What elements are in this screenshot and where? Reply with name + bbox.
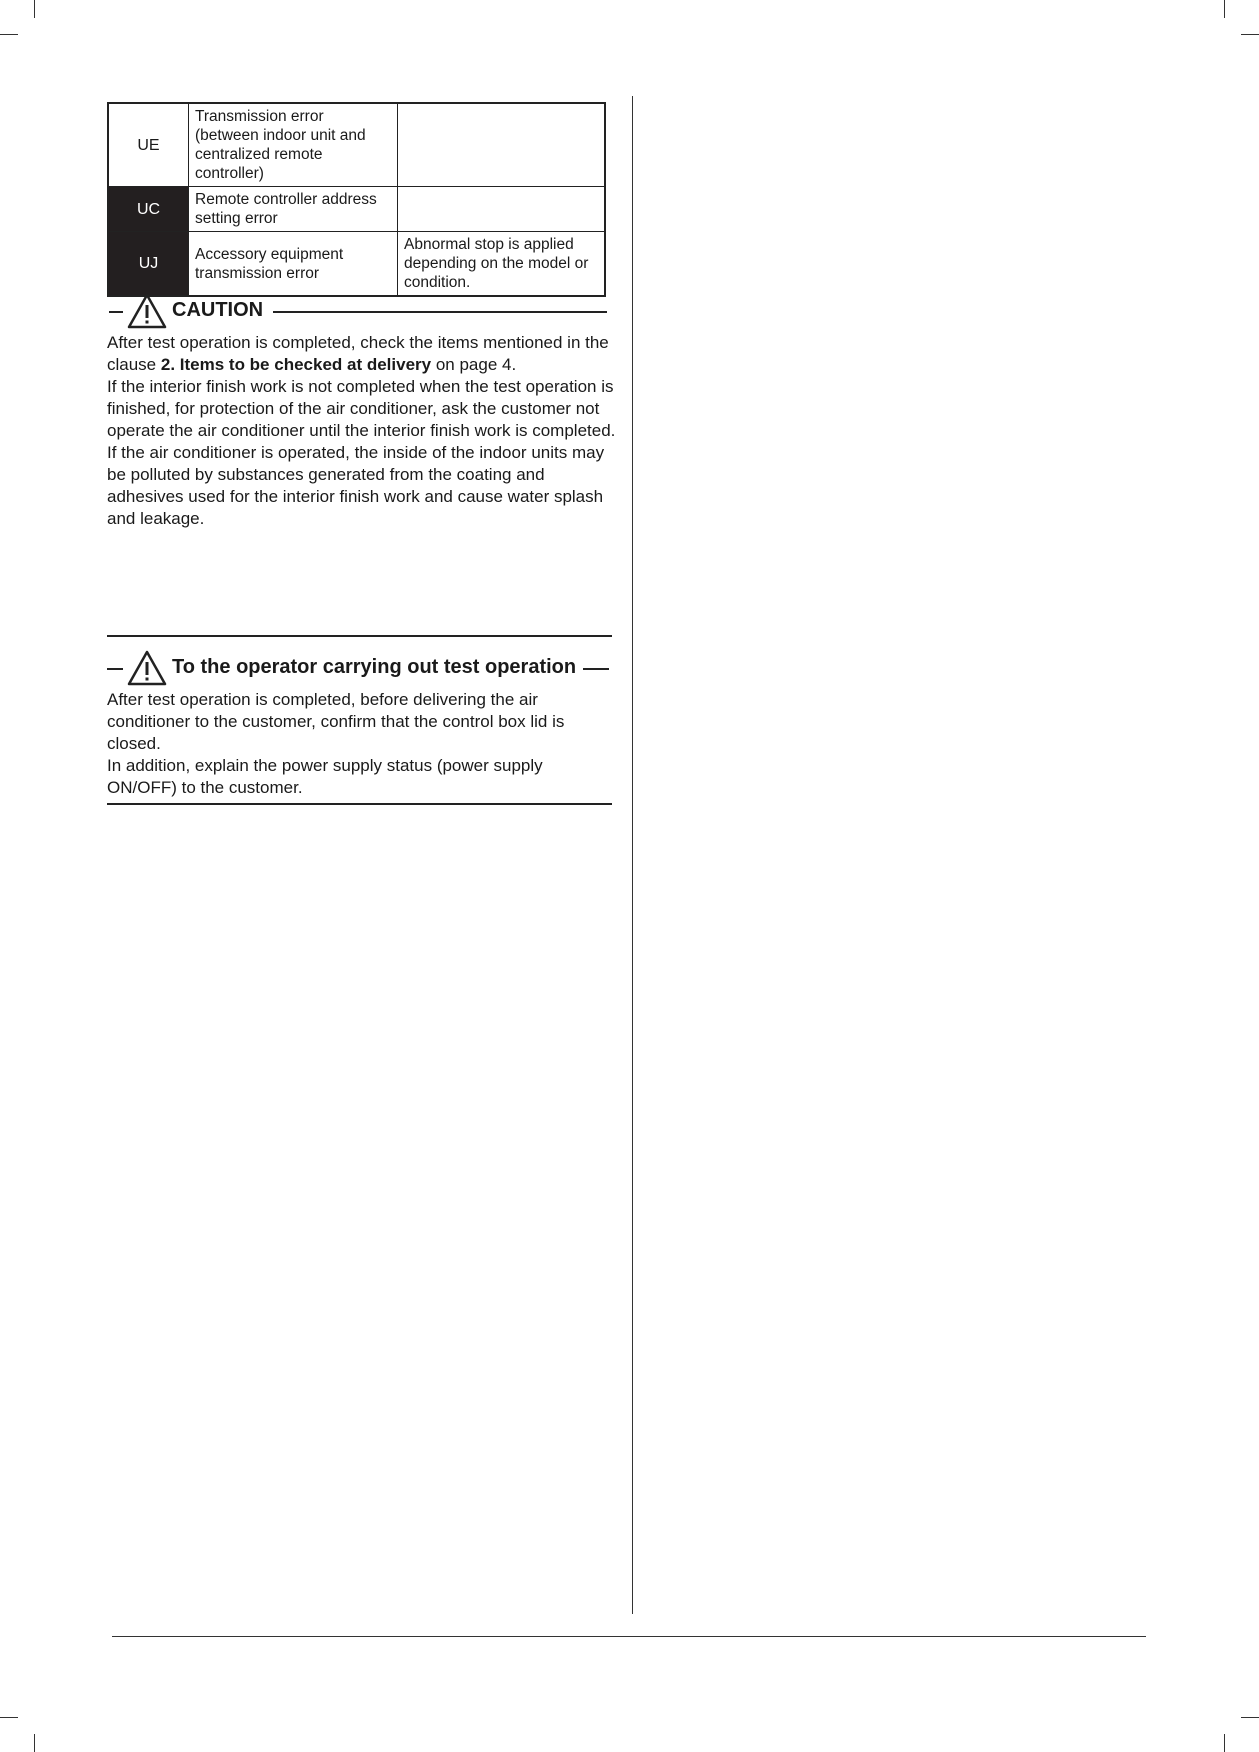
crop-mark [1224, 1734, 1225, 1752]
crop-mark [1241, 34, 1259, 35]
section-reference: 2. Items to be checked at delivery [160, 355, 432, 374]
error-remark [398, 103, 606, 187]
crop-mark [1241, 1717, 1259, 1718]
error-description: Transmission error (between indoor unit and centralized remote controller) [189, 103, 398, 187]
crop-mark [0, 34, 18, 35]
caution-paragraph [107, 332, 617, 376]
error-remark: Abnormal stop is applied depending on the model or condition. [398, 232, 606, 297]
box-bottom-rule [107, 803, 612, 805]
error-code: UC [108, 187, 189, 232]
error-description: Remote controller address setting error [189, 187, 398, 232]
footer-rule [112, 1636, 1146, 1637]
text-span: After test operation is completed, check the items mentioned in the clause [107, 333, 609, 374]
caution-paragraph: If the interior finish work is not completed when the test operation is finished, for protection of the air conditioner, ask the customer not operate the air conditioner until the interior finish work is completed. [107, 377, 616, 440]
heading-dash [109, 311, 123, 313]
crop-mark [34, 1734, 35, 1752]
table-row [108, 103, 605, 187]
heading-dash [273, 311, 607, 313]
caution-title: CAUTION [172, 299, 264, 321]
column-divider [632, 96, 633, 1614]
caution-heading [107, 291, 609, 331]
heading-dash [583, 668, 609, 670]
warning-triangle-icon [127, 293, 167, 329]
error-code: UJ [108, 232, 189, 297]
operator-heading [107, 648, 609, 688]
text-span: on page 4. [431, 355, 517, 374]
operator-body [107, 689, 617, 799]
warning-triangle-icon [127, 650, 167, 686]
heading-dash [107, 668, 123, 670]
box-top-rule [107, 635, 612, 637]
operator-paragraph: In addition, explain the power supply status (power supply ON/OFF) to the customer. [107, 756, 543, 797]
crop-mark [0, 1717, 18, 1718]
caution-body [107, 332, 617, 530]
crop-mark [34, 0, 35, 18]
caution-paragraph: If the air conditioner is operated, the inside of the indoor units may be polluted by substances generated from the coating and adhesives used for the interior finish work and cause water splash and leakage. [107, 443, 605, 528]
error-code-table [107, 102, 606, 297]
table-row [108, 232, 605, 297]
operator-paragraph: After test operation is completed, before delivering the air conditioner to the customer, confirm that the control box lid is closed. [107, 690, 565, 753]
table-row [108, 187, 605, 232]
error-code: UE [108, 103, 189, 187]
operator-title: To the operator carrying out test operation [172, 656, 577, 678]
crop-mark [1224, 0, 1225, 18]
error-remark [398, 187, 606, 232]
error-description: Accessory equipment transmission error [189, 232, 398, 297]
